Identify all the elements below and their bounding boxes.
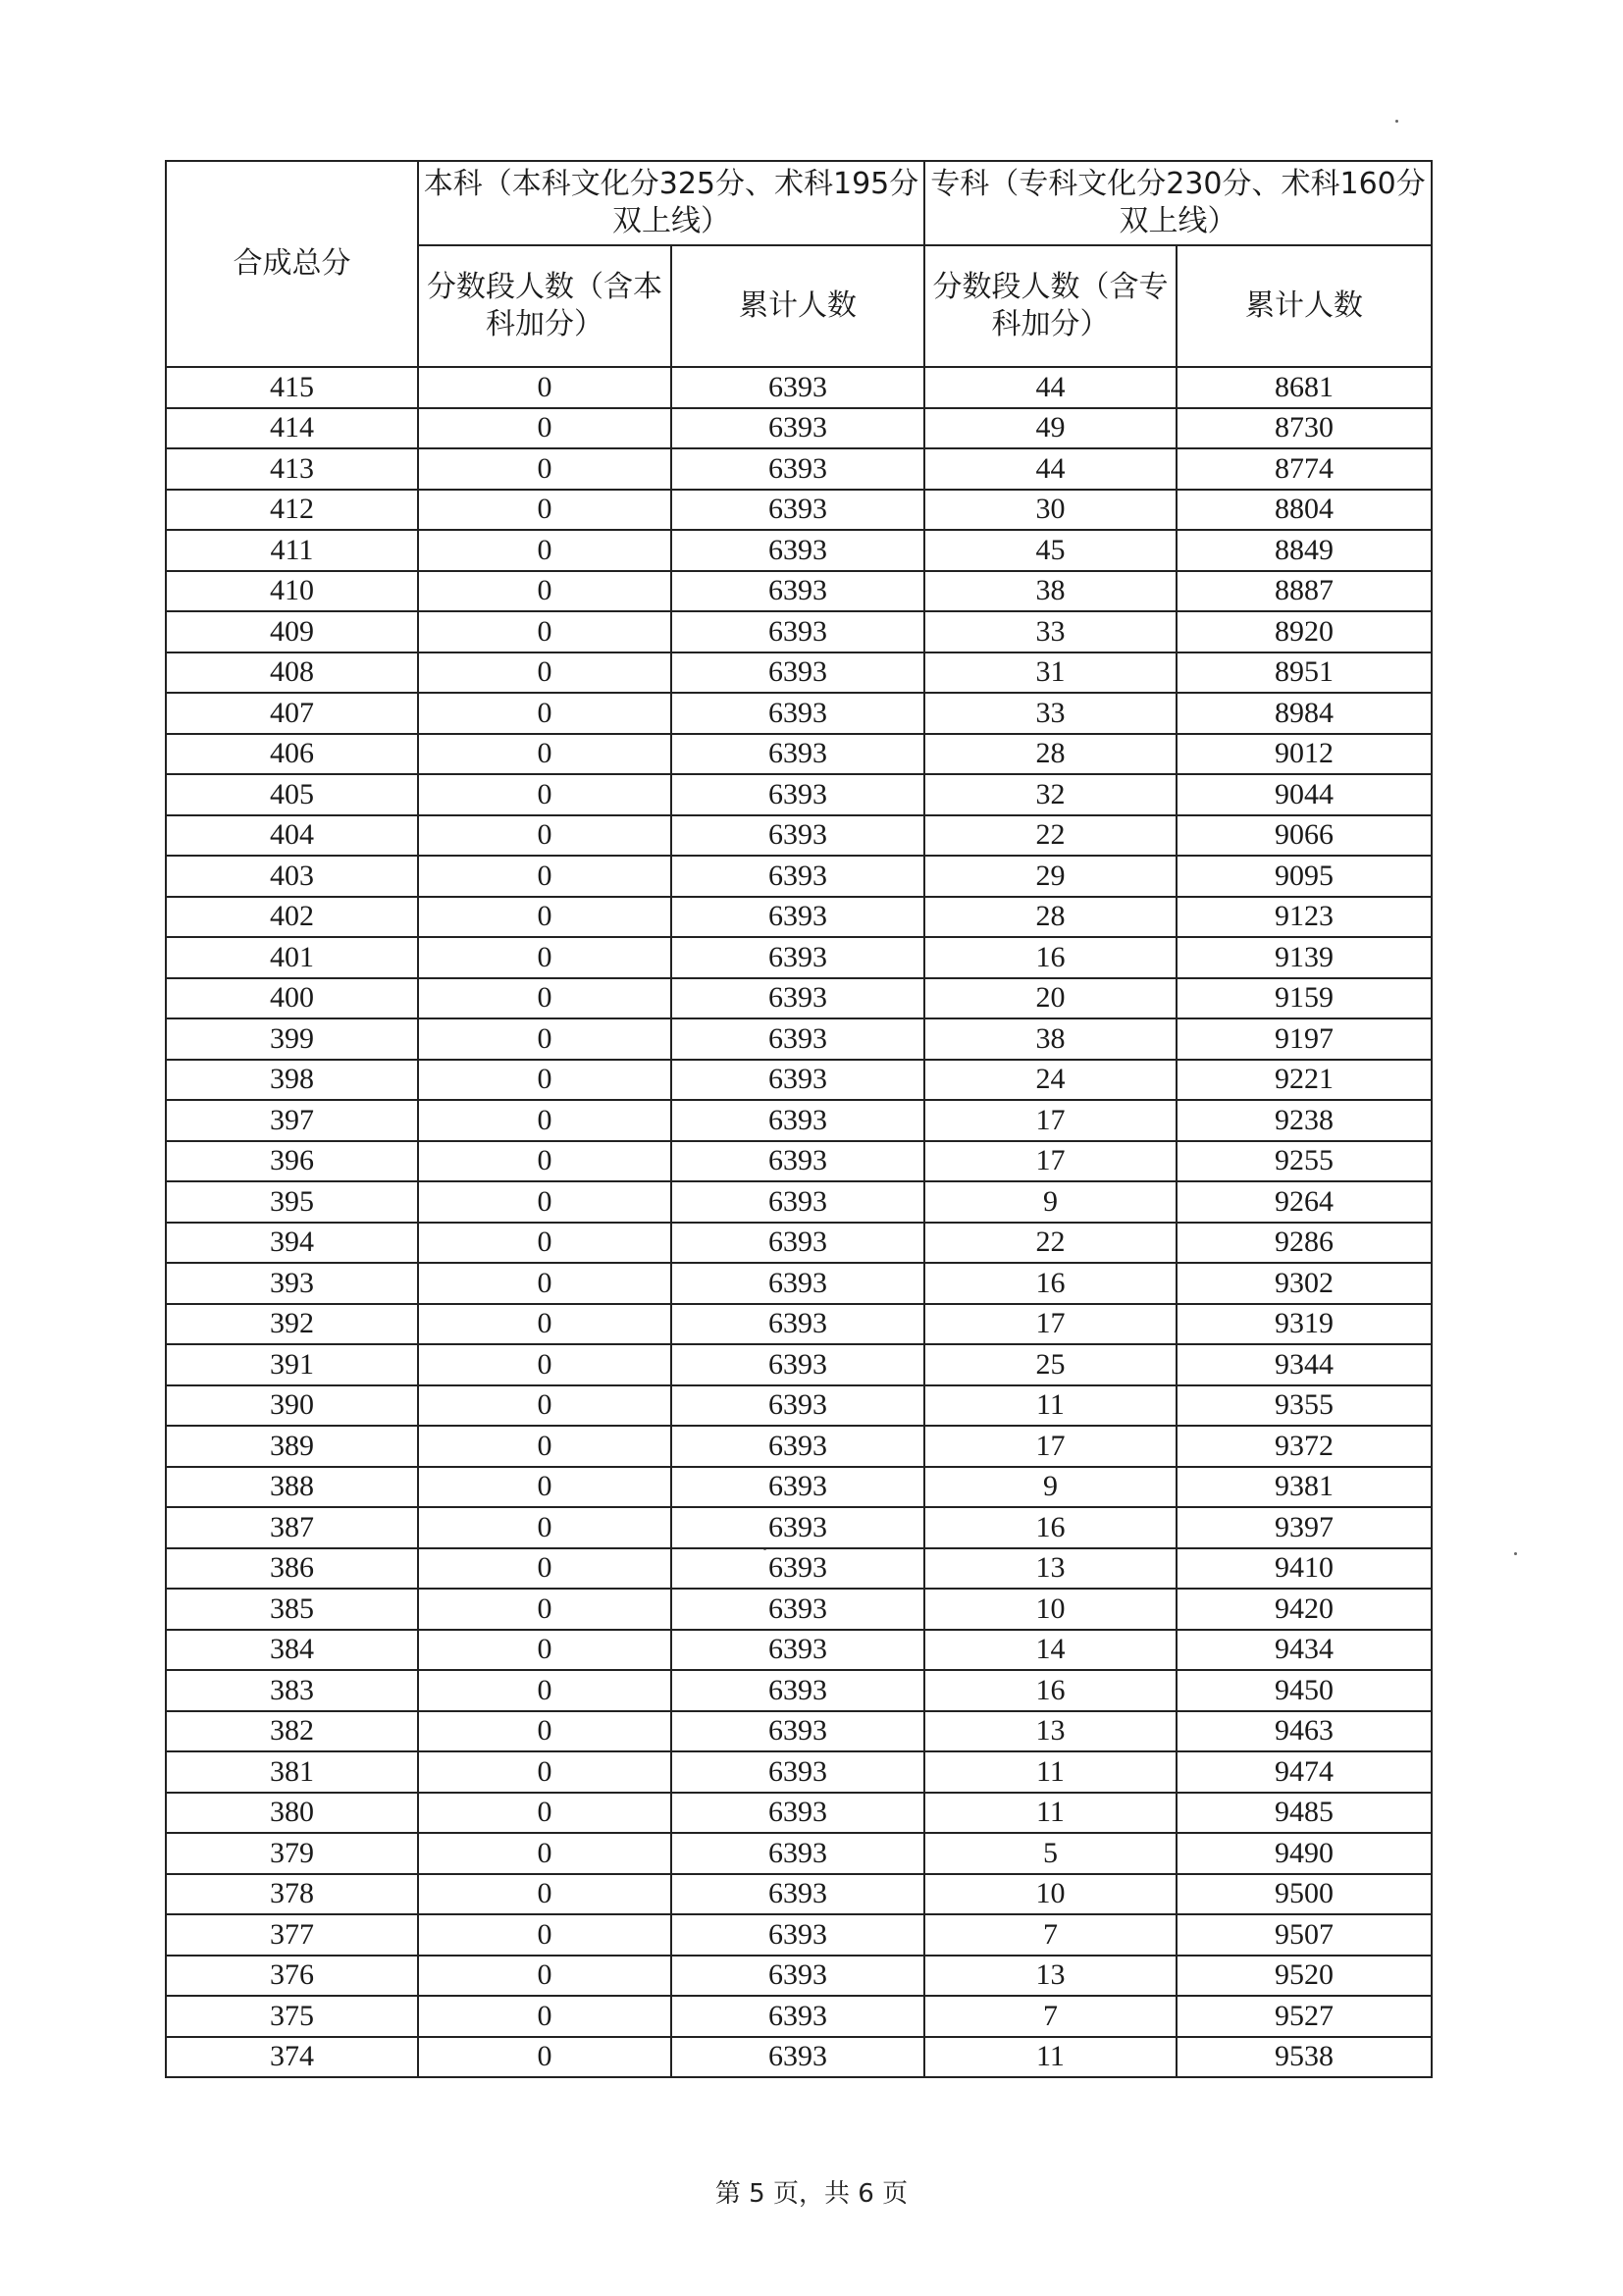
table-row xyxy=(166,1589,1432,1630)
header-group-row xyxy=(166,161,1432,245)
cell-total-score: 386 xyxy=(166,1548,418,1590)
table-row xyxy=(166,1507,1432,1548)
cell-benke-cumulative: 6393 xyxy=(671,978,924,1019)
cell-benke-cumulative: 6393 xyxy=(671,1304,924,1345)
cell-benke-cumulative: 6393 xyxy=(671,815,924,857)
cell-total-score: 375 xyxy=(166,1996,418,2037)
cell-zhuanke-cumulative: 9123 xyxy=(1177,897,1432,938)
table-row xyxy=(166,1344,1432,1385)
table-row xyxy=(166,693,1432,734)
table-row xyxy=(166,1793,1432,1834)
cell-benke-cumulative: 6393 xyxy=(671,1223,924,1264)
cell-zhuanke-count: 31 xyxy=(924,652,1177,694)
table-row xyxy=(166,1385,1432,1427)
cell-benke-count: 0 xyxy=(418,1956,671,1997)
cell-benke-count: 0 xyxy=(418,774,671,815)
cell-total-score: 399 xyxy=(166,1018,418,1060)
cell-total-score: 388 xyxy=(166,1467,418,1508)
cell-benke-cumulative: 6393 xyxy=(671,1344,924,1385)
table-row xyxy=(166,448,1432,490)
table-row xyxy=(166,1141,1432,1182)
cell-zhuanke-count: 24 xyxy=(924,1060,1177,1101)
cell-benke-count: 0 xyxy=(418,693,671,734)
cell-zhuanke-cumulative: 9344 xyxy=(1177,1344,1432,1385)
cell-benke-cumulative: 6393 xyxy=(671,693,924,734)
cell-benke-cumulative: 6393 xyxy=(671,571,924,612)
table-row xyxy=(166,1263,1432,1304)
table-row xyxy=(166,1304,1432,1345)
cell-benke-cumulative: 6393 xyxy=(671,1996,924,2037)
cell-total-score: 403 xyxy=(166,856,418,897)
cell-benke-cumulative: 6393 xyxy=(671,1711,924,1752)
cell-benke-count: 0 xyxy=(418,2037,671,2078)
cell-total-score: 395 xyxy=(166,1181,418,1223)
cell-benke-count: 0 xyxy=(418,611,671,652)
cell-benke-cumulative: 6393 xyxy=(671,937,924,978)
header-total-score: 合成总分 xyxy=(166,161,418,367)
cell-benke-count: 0 xyxy=(418,1304,671,1345)
cell-total-score: 408 xyxy=(166,652,418,694)
cell-benke-count: 0 xyxy=(418,490,671,531)
cell-benke-count: 0 xyxy=(418,1344,671,1385)
cell-zhuanke-cumulative: 9066 xyxy=(1177,815,1432,857)
header-zhuanke-count: 分数段人数（含专科加分） xyxy=(924,245,1177,367)
cell-benke-count: 0 xyxy=(418,1833,671,1874)
cell-zhuanke-count: 9 xyxy=(924,1181,1177,1223)
table-row xyxy=(166,1996,1432,2037)
cell-total-score: 377 xyxy=(166,1914,418,1956)
table-row xyxy=(166,571,1432,612)
cell-zhuanke-count: 11 xyxy=(924,1751,1177,1793)
table-row xyxy=(166,1426,1432,1467)
cell-zhuanke-count: 16 xyxy=(924,1670,1177,1711)
cell-total-score: 382 xyxy=(166,1711,418,1752)
cell-zhuanke-cumulative: 9527 xyxy=(1177,1996,1432,2037)
cell-benke-count: 0 xyxy=(418,1874,671,1915)
table-row xyxy=(166,1751,1432,1793)
cell-zhuanke-cumulative: 9463 xyxy=(1177,1711,1432,1752)
cell-total-score: 400 xyxy=(166,978,418,1019)
cell-benke-count: 0 xyxy=(418,408,671,449)
cell-benke-count: 0 xyxy=(418,1223,671,1264)
cell-benke-count: 0 xyxy=(418,1996,671,2037)
cell-zhuanke-count: 10 xyxy=(924,1874,1177,1915)
cell-total-score: 389 xyxy=(166,1426,418,1467)
cell-total-score: 384 xyxy=(166,1630,418,1671)
cell-benke-cumulative: 6393 xyxy=(671,774,924,815)
table-row xyxy=(166,530,1432,571)
table-row xyxy=(166,978,1432,1019)
cell-zhuanke-cumulative: 9319 xyxy=(1177,1304,1432,1345)
cell-benke-count: 0 xyxy=(418,897,671,938)
cell-zhuanke-cumulative: 9139 xyxy=(1177,937,1432,978)
cell-zhuanke-count: 13 xyxy=(924,1956,1177,1997)
table-row xyxy=(166,652,1432,694)
cell-total-score: 410 xyxy=(166,571,418,612)
cell-total-score: 405 xyxy=(166,774,418,815)
cell-benke-cumulative: 6393 xyxy=(671,448,924,490)
cell-zhuanke-cumulative: 9159 xyxy=(1177,978,1432,1019)
cell-benke-cumulative: 6393 xyxy=(671,652,924,694)
cell-benke-cumulative: 6393 xyxy=(671,897,924,938)
cell-total-score: 392 xyxy=(166,1304,418,1345)
cell-benke-count: 0 xyxy=(418,571,671,612)
table-row xyxy=(166,937,1432,978)
header-benke-count: 分数段人数（含本科加分） xyxy=(418,245,671,367)
header-zhuanke-cumulative: 累计人数 xyxy=(1177,245,1432,367)
cell-benke-count: 0 xyxy=(418,1793,671,1834)
table-row xyxy=(166,815,1432,857)
cell-zhuanke-count: 38 xyxy=(924,571,1177,612)
cell-benke-cumulative: 6393 xyxy=(671,1670,924,1711)
cell-zhuanke-count: 33 xyxy=(924,611,1177,652)
cell-zhuanke-cumulative: 9264 xyxy=(1177,1181,1432,1223)
cell-benke-cumulative: 6393 xyxy=(671,1630,924,1671)
cell-benke-count: 0 xyxy=(418,937,671,978)
cell-zhuanke-cumulative: 9500 xyxy=(1177,1874,1432,1915)
table-row xyxy=(166,774,1432,815)
cell-benke-count: 0 xyxy=(418,652,671,694)
cell-benke-cumulative: 6393 xyxy=(671,1914,924,1956)
cell-benke-count: 0 xyxy=(418,1263,671,1304)
cell-zhuanke-count: 44 xyxy=(924,448,1177,490)
page-number: 第 5 页，共 6 页 xyxy=(714,2179,909,2209)
table-row xyxy=(166,367,1432,408)
cell-zhuanke-cumulative: 8681 xyxy=(1177,367,1432,408)
cell-total-score: 412 xyxy=(166,490,418,531)
cell-zhuanke-cumulative: 9221 xyxy=(1177,1060,1432,1101)
cell-zhuanke-count: 13 xyxy=(924,1548,1177,1590)
table-row xyxy=(166,408,1432,449)
cell-benke-count: 0 xyxy=(418,734,671,775)
cell-total-score: 374 xyxy=(166,2037,418,2078)
cell-total-score: 396 xyxy=(166,1141,418,1182)
table-row xyxy=(166,1874,1432,1915)
cell-zhuanke-cumulative: 9474 xyxy=(1177,1751,1432,1793)
cell-zhuanke-count: 28 xyxy=(924,734,1177,775)
table-row xyxy=(166,856,1432,897)
cell-benke-cumulative: 6393 xyxy=(671,1467,924,1508)
cell-benke-count: 0 xyxy=(418,1060,671,1101)
table-row xyxy=(166,2037,1432,2078)
cell-benke-cumulative: 6393 xyxy=(671,1793,924,1834)
table-row xyxy=(166,1914,1432,1956)
cell-zhuanke-cumulative: 9485 xyxy=(1177,1793,1432,1834)
cell-benke-cumulative: 6393 xyxy=(671,1833,924,1874)
cell-benke-cumulative: 6393 xyxy=(671,367,924,408)
cell-benke-count: 0 xyxy=(418,530,671,571)
cell-benke-cumulative: 6393 xyxy=(671,1060,924,1101)
cell-zhuanke-cumulative: 9490 xyxy=(1177,1833,1432,1874)
cell-zhuanke-count: 16 xyxy=(924,1263,1177,1304)
cell-zhuanke-count: 11 xyxy=(924,1385,1177,1427)
cell-total-score: 385 xyxy=(166,1589,418,1630)
header-benke-group: 本科（本科文化分325分、术科195分双上线） xyxy=(418,161,924,245)
cell-total-score: 387 xyxy=(166,1507,418,1548)
cell-benke-count: 0 xyxy=(418,1914,671,1956)
cell-zhuanke-count: 32 xyxy=(924,774,1177,815)
cell-zhuanke-count: 10 xyxy=(924,1589,1177,1630)
cell-zhuanke-count: 17 xyxy=(924,1100,1177,1141)
cell-zhuanke-count: 5 xyxy=(924,1833,1177,1874)
header-zhuanke-group: 专科（专科文化分230分、术科160分双上线） xyxy=(924,161,1432,245)
cell-benke-count: 0 xyxy=(418,1100,671,1141)
cell-benke-cumulative: 6393 xyxy=(671,1385,924,1427)
cell-total-score: 401 xyxy=(166,937,418,978)
table-row xyxy=(166,611,1432,652)
cell-benke-cumulative: 6393 xyxy=(671,1548,924,1590)
cell-total-score: 404 xyxy=(166,815,418,857)
cell-benke-count: 0 xyxy=(418,1385,671,1427)
table-row xyxy=(166,1956,1432,1997)
cell-zhuanke-count: 17 xyxy=(924,1304,1177,1345)
cell-benke-count: 0 xyxy=(418,978,671,1019)
cell-zhuanke-count: 38 xyxy=(924,1018,1177,1060)
cell-total-score: 414 xyxy=(166,408,418,449)
cell-zhuanke-cumulative: 9286 xyxy=(1177,1223,1432,1264)
cell-zhuanke-cumulative: 9238 xyxy=(1177,1100,1432,1141)
table-row xyxy=(166,1223,1432,1264)
cell-benke-cumulative: 6393 xyxy=(671,408,924,449)
table-row xyxy=(166,897,1432,938)
cell-zhuanke-cumulative: 9434 xyxy=(1177,1630,1432,1671)
cell-benke-count: 0 xyxy=(418,856,671,897)
table-row xyxy=(166,1100,1432,1141)
cell-total-score: 409 xyxy=(166,611,418,652)
table-row xyxy=(166,1018,1432,1060)
cell-zhuanke-cumulative: 9420 xyxy=(1177,1589,1432,1630)
table-body xyxy=(166,367,1432,2077)
table-row xyxy=(166,490,1432,531)
cell-zhuanke-count: 11 xyxy=(924,2037,1177,2078)
cell-benke-count: 0 xyxy=(418,448,671,490)
cell-total-score: 413 xyxy=(166,448,418,490)
cell-zhuanke-cumulative: 9255 xyxy=(1177,1141,1432,1182)
cell-benke-count: 0 xyxy=(418,1548,671,1590)
cell-zhuanke-cumulative: 8730 xyxy=(1177,408,1432,449)
cell-zhuanke-count: 22 xyxy=(924,1223,1177,1264)
table-row xyxy=(166,1181,1432,1223)
table-row xyxy=(166,1833,1432,1874)
cell-benke-cumulative: 6393 xyxy=(671,1874,924,1915)
cell-total-score: 378 xyxy=(166,1874,418,1915)
cell-zhuanke-cumulative: 9397 xyxy=(1177,1507,1432,1548)
table-row xyxy=(166,1670,1432,1711)
cell-total-score: 394 xyxy=(166,1223,418,1264)
cell-benke-cumulative: 6393 xyxy=(671,1956,924,1997)
cell-benke-count: 0 xyxy=(418,1426,671,1467)
cell-benke-count: 0 xyxy=(418,367,671,408)
cell-benke-count: 0 xyxy=(418,1018,671,1060)
cell-zhuanke-count: 45 xyxy=(924,530,1177,571)
table-row xyxy=(166,734,1432,775)
cell-total-score: 406 xyxy=(166,734,418,775)
cell-benke-cumulative: 6393 xyxy=(671,530,924,571)
cell-zhuanke-cumulative: 8774 xyxy=(1177,448,1432,490)
cell-zhuanke-cumulative: 8984 xyxy=(1177,693,1432,734)
cell-zhuanke-cumulative: 8887 xyxy=(1177,571,1432,612)
score-distribution-table xyxy=(165,160,1433,2078)
cell-benke-cumulative: 6393 xyxy=(671,1263,924,1304)
cell-total-score: 411 xyxy=(166,530,418,571)
cell-zhuanke-count: 44 xyxy=(924,367,1177,408)
cell-benke-cumulative: 6393 xyxy=(671,1181,924,1223)
cell-benke-cumulative: 6393 xyxy=(671,611,924,652)
cell-total-score: 380 xyxy=(166,1793,418,1834)
table-row xyxy=(166,1630,1432,1671)
cell-benke-cumulative: 6393 xyxy=(671,1018,924,1060)
cell-benke-cumulative: 6393 xyxy=(671,734,924,775)
cell-zhuanke-count: 14 xyxy=(924,1630,1177,1671)
cell-zhuanke-count: 17 xyxy=(924,1426,1177,1467)
cell-benke-cumulative: 6393 xyxy=(671,1100,924,1141)
table-header xyxy=(166,161,1432,367)
cell-benke-count: 0 xyxy=(418,1630,671,1671)
cell-zhuanke-count: 16 xyxy=(924,937,1177,978)
cell-zhuanke-count: 11 xyxy=(924,1793,1177,1834)
cell-zhuanke-cumulative: 9197 xyxy=(1177,1018,1432,1060)
cell-total-score: 393 xyxy=(166,1263,418,1304)
cell-zhuanke-cumulative: 8951 xyxy=(1177,652,1432,694)
cell-zhuanke-cumulative: 9355 xyxy=(1177,1385,1432,1427)
cell-benke-count: 0 xyxy=(418,815,671,857)
cell-zhuanke-cumulative: 9095 xyxy=(1177,856,1432,897)
table-row xyxy=(166,1711,1432,1752)
cell-zhuanke-cumulative: 9381 xyxy=(1177,1467,1432,1508)
cell-total-score: 398 xyxy=(166,1060,418,1101)
cell-zhuanke-count: 22 xyxy=(924,815,1177,857)
cell-zhuanke-cumulative: 9410 xyxy=(1177,1548,1432,1590)
cell-zhuanke-cumulative: 9044 xyxy=(1177,774,1432,815)
cell-zhuanke-cumulative: 8920 xyxy=(1177,611,1432,652)
cell-total-score: 415 xyxy=(166,367,418,408)
table-row xyxy=(166,1060,1432,1101)
cell-benke-cumulative: 6393 xyxy=(671,1507,924,1548)
cell-zhuanke-cumulative: 8849 xyxy=(1177,530,1432,571)
cell-benke-cumulative: 6393 xyxy=(671,1141,924,1182)
scan-speck xyxy=(1395,120,1398,123)
cell-zhuanke-cumulative: 9450 xyxy=(1177,1670,1432,1711)
cell-total-score: 381 xyxy=(166,1751,418,1793)
cell-zhuanke-cumulative: 9302 xyxy=(1177,1263,1432,1304)
cell-zhuanke-cumulative: 9538 xyxy=(1177,2037,1432,2078)
cell-zhuanke-count: 30 xyxy=(924,490,1177,531)
cell-benke-cumulative: 6393 xyxy=(671,856,924,897)
header-benke-cumulative: 累计人数 xyxy=(671,245,924,367)
cell-total-score: 391 xyxy=(166,1344,418,1385)
cell-zhuanke-count: 33 xyxy=(924,693,1177,734)
cell-zhuanke-count: 7 xyxy=(924,1996,1177,2037)
cell-zhuanke-count: 13 xyxy=(924,1711,1177,1752)
cell-total-score: 390 xyxy=(166,1385,418,1427)
cell-zhuanke-cumulative: 9520 xyxy=(1177,1956,1432,1997)
cell-benke-count: 0 xyxy=(418,1670,671,1711)
cell-benke-cumulative: 6393 xyxy=(671,2037,924,2078)
cell-benke-count: 0 xyxy=(418,1711,671,1752)
cell-total-score: 397 xyxy=(166,1100,418,1141)
cell-benke-count: 0 xyxy=(418,1181,671,1223)
cell-total-score: 376 xyxy=(166,1956,418,1997)
cell-zhuanke-count: 20 xyxy=(924,978,1177,1019)
cell-zhuanke-count: 9 xyxy=(924,1467,1177,1508)
cell-benke-count: 0 xyxy=(418,1589,671,1630)
cell-benke-cumulative: 6393 xyxy=(671,1589,924,1630)
cell-benke-count: 0 xyxy=(418,1141,671,1182)
scan-speck xyxy=(1514,1552,1517,1555)
cell-zhuanke-count: 49 xyxy=(924,408,1177,449)
cell-zhuanke-count: 29 xyxy=(924,856,1177,897)
cell-total-score: 379 xyxy=(166,1833,418,1874)
cell-zhuanke-cumulative: 8804 xyxy=(1177,490,1432,531)
cell-benke-cumulative: 6393 xyxy=(671,1751,924,1793)
cell-zhuanke-cumulative: 9012 xyxy=(1177,734,1432,775)
cell-zhuanke-count: 28 xyxy=(924,897,1177,938)
cell-total-score: 383 xyxy=(166,1670,418,1711)
cell-zhuanke-cumulative: 9507 xyxy=(1177,1914,1432,1956)
cell-zhuanke-count: 16 xyxy=(924,1507,1177,1548)
table-row xyxy=(166,1548,1432,1590)
cell-zhuanke-cumulative: 9372 xyxy=(1177,1426,1432,1467)
cell-zhuanke-count: 7 xyxy=(924,1914,1177,1956)
cell-benke-cumulative: 6393 xyxy=(671,490,924,531)
cell-zhuanke-count: 25 xyxy=(924,1344,1177,1385)
cell-benke-count: 0 xyxy=(418,1507,671,1548)
cell-zhuanke-count: 17 xyxy=(924,1141,1177,1182)
cell-total-score: 402 xyxy=(166,897,418,938)
cell-total-score: 407 xyxy=(166,693,418,734)
cell-benke-count: 0 xyxy=(418,1751,671,1793)
cell-benke-cumulative: 6393 xyxy=(671,1426,924,1467)
table-row xyxy=(166,1467,1432,1508)
cell-benke-count: 0 xyxy=(418,1467,671,1508)
